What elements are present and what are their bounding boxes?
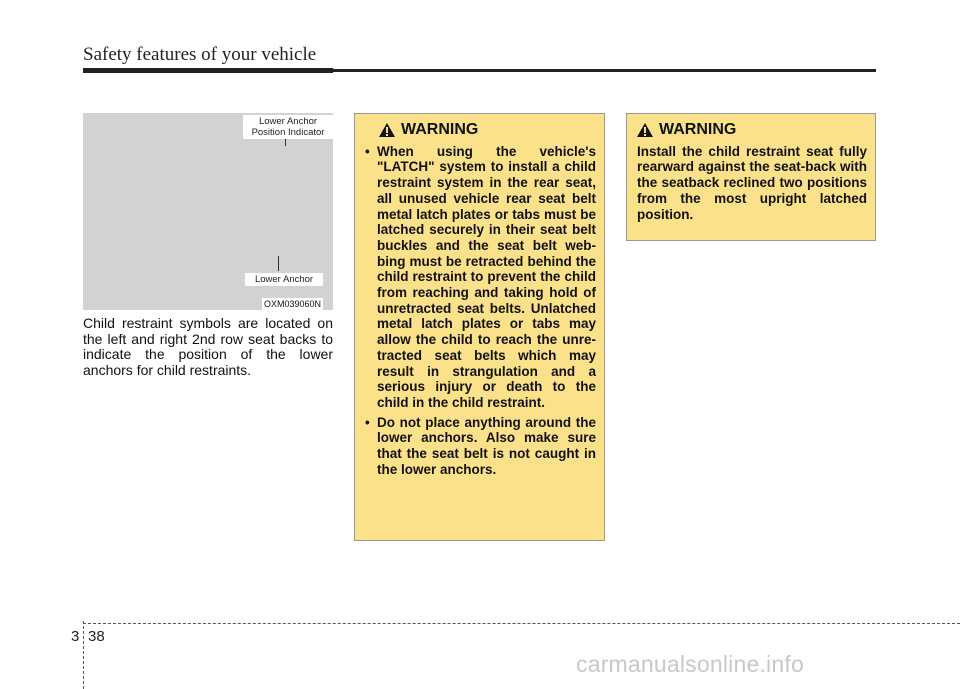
leader-line-upper (285, 139, 286, 146)
warning-header (379, 122, 596, 138)
section-title: Safety features of your vehicle (83, 44, 317, 65)
warning-triangle-icon (637, 123, 653, 137)
warning-text: Install the child restraint seat fully rearward against the seat-back with the seatback reclined two positions from the most upright latched position. (637, 143, 867, 222)
footer-vertical-rule (83, 621, 85, 689)
callout-position-indicator (243, 115, 333, 139)
chapter-number: 3 (71, 628, 80, 645)
footer-horizontal-rule (83, 623, 960, 624)
header-rule (83, 69, 876, 72)
callout-upper-line1: Lower Anchor (258, 116, 318, 127)
warning-header (637, 122, 867, 138)
callout-upper-line2: Position Indicator (251, 127, 325, 138)
warning-box-latch (354, 113, 605, 541)
warning-item: • When using the vehicle's "LATCH" system to install a child restraint system in the rear seat, all unused vehicle rear seat belt metal latch plates or tabs must be latched securely in their seat belt buckles and the seat belt web-bing must be retracted behind the child restraint to prevent the child from reaching and taking hold of unretracted seat belts. Unlatched metal latch plates or tabs may allow the child to reach the unre-tracted seat belts which may result in strangulation and a serious injury or death to the child in the child restraint. (365, 144, 596, 411)
warning-title: WARNING (401, 121, 479, 138)
warning-box-rearward (626, 113, 876, 241)
warning-list (365, 144, 596, 478)
page-number: 38 (88, 628, 105, 645)
leader-line-lower (278, 256, 279, 271)
body-paragraph: Child restraint symbols are located on the left and right 2nd row seat backs to indicate the position of the lower anchors for child restraints. (83, 315, 333, 378)
warning-item: • Do not place anything around the lower anchors. Also make sure that the seat belt is not caught in the lower anchors. (365, 415, 596, 478)
figure-code: OXM039060N (264, 299, 322, 309)
callout-lower-anchor: Lower Anchor (245, 273, 323, 286)
warning-triangle-icon (379, 123, 395, 137)
warning-title: WARNING (659, 121, 737, 138)
watermark: carmanualsonline.info (576, 651, 804, 677)
